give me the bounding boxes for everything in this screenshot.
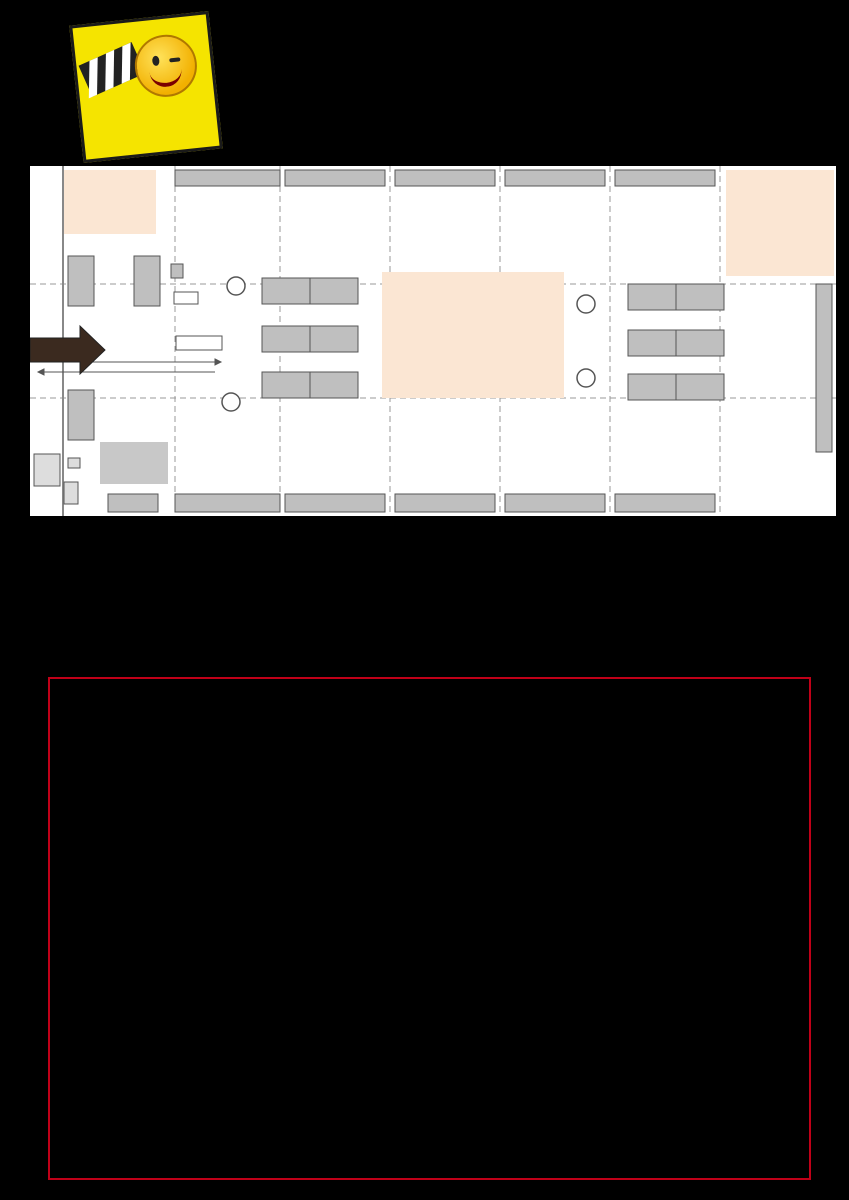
quartier-zone	[382, 272, 564, 398]
exhibitor-legend-table	[48, 677, 811, 1180]
smiley-icon	[132, 32, 200, 100]
bar-zone	[64, 170, 156, 234]
restauration-zone	[726, 170, 834, 276]
logo-subtitle	[83, 114, 216, 128]
entrance-arrow-icon	[30, 326, 105, 374]
logo-name	[81, 96, 214, 110]
floor-plan	[30, 166, 836, 516]
clap-logo	[69, 11, 223, 163]
